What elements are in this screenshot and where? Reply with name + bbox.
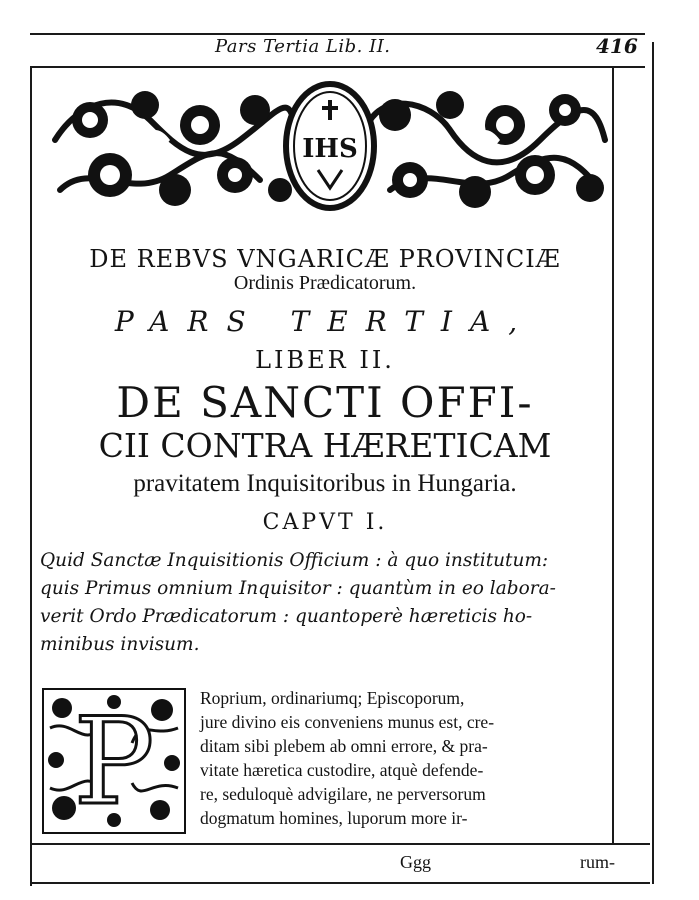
summary-line-2: quis Primus omnium Inquisitor : quantùm in eo labora- <box>40 578 556 599</box>
title-line-1: DE REBVS VNGARICÆ PROVINCIÆ <box>89 245 561 273</box>
decorated-initial <box>42 688 186 834</box>
summary-line-3: verit Ordo Prædicatorum : quantoperè hæreticis ho- <box>40 606 533 627</box>
ornamental-headpiece <box>50 80 610 214</box>
initial-letter: P <box>73 693 155 832</box>
running-head-title: Pars Tertia Lib. II. <box>215 36 391 57</box>
body-line-1: Roprium, ordinariumq; Episcoporum, <box>200 688 465 708</box>
headpiece-ornament-icon <box>50 80 610 214</box>
ihs-monogram: IHS <box>302 134 358 164</box>
title-line-3: PARS TERTIA, <box>114 305 536 338</box>
body-line-2: jure divino eis conveniens munus est, cre- <box>200 712 495 732</box>
summary-line-4: minibus invisum. <box>40 634 200 655</box>
body-line-3: ditam sibi plebem ab omni errore, & pra- <box>200 736 488 756</box>
running-head <box>0 36 699 66</box>
signature-mark: Ggg <box>400 852 431 872</box>
summary-line-1: Quid Sanctæ Inquisitionis Officium : à quo institutum: <box>40 550 549 571</box>
chapter-heading: CAPVT I. <box>262 510 388 535</box>
title-line-6: CII CONTRA HÆRETICAM <box>98 426 552 465</box>
body-line-5: re, seduloquè advigilare, ne perversorum <box>200 784 486 804</box>
page-footer <box>0 852 699 876</box>
body-line-6: dogmatum homines, luporum more ir- <box>200 808 468 828</box>
page-number: 416 <box>596 34 638 58</box>
bottom-rule <box>30 882 650 884</box>
top-rule <box>30 33 645 35</box>
title-line-4: LIBER II. <box>255 346 395 374</box>
under-head-rule <box>30 66 645 68</box>
foliage-initial-icon <box>42 688 186 834</box>
outer-right-rule <box>652 42 654 884</box>
body-line-4: vitate hæretica custodire, atquè defende- <box>200 760 484 780</box>
title-line-2: Ordinis Prædicatorum. <box>233 272 417 294</box>
catchword: rum- <box>580 852 615 872</box>
footer-top-rule <box>30 843 650 845</box>
title-line-7: pravitatem Inquisitoribus in Hungaria. <box>133 470 517 497</box>
title-line-5: DE SANCTI OFFI- <box>116 378 534 427</box>
